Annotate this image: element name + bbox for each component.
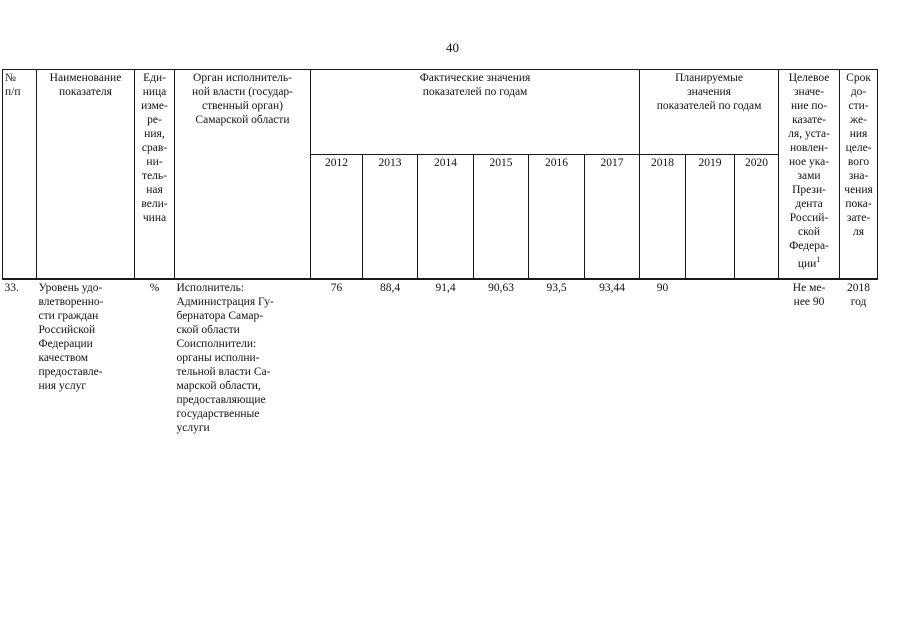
header-row-1 bbox=[3, 70, 878, 155]
value-2020 bbox=[735, 279, 779, 436]
header-organ: Орган исполнитель- ной власти (государ- ственный орган) Самарской области bbox=[175, 70, 311, 280]
header-name: Наименование показателя bbox=[37, 70, 135, 280]
header-unit: Еди- ница изме- ре- ния, срав- ни- тель- ная вели- чина bbox=[135, 70, 175, 280]
row-name: Уровень удо- влетворенно- сти граждан Российской Федерации качеством предоставле- ния услуг bbox=[37, 279, 135, 436]
value-2017: 93,44 bbox=[585, 279, 640, 436]
header-target-text: Целевое значе- ние по- казате- ля, уста- новлен- ное ука- зами Прези- дента Россий- ской Федера- ции bbox=[788, 72, 830, 270]
row-deadline: 2018 год bbox=[840, 279, 878, 436]
header-year-2013: 2013 bbox=[363, 155, 418, 280]
header-year-2015: 2015 bbox=[474, 155, 529, 280]
header-year-2020: 2020 bbox=[735, 155, 779, 280]
header-year-2016: 2016 bbox=[529, 155, 585, 280]
value-2014: 91,4 bbox=[418, 279, 474, 436]
value-2019 bbox=[686, 279, 735, 436]
value-2015: 90,63 bbox=[474, 279, 529, 436]
header-target-footnote: 1 bbox=[816, 255, 821, 264]
page-number: 40 bbox=[446, 40, 459, 55]
value-2013: 88,4 bbox=[363, 279, 418, 436]
header-deadline: Срок до- сти- же- ния целе- вого зна- чения пока- зате- ля bbox=[840, 70, 878, 280]
value-2016: 93,5 bbox=[529, 279, 585, 436]
row-organ: Исполнитель: Администрация Гу- бернатора Самар- ской области Соисполнители: органы исполни- тельной власти Са- марской области, предоставляющие государственные услуги bbox=[175, 279, 311, 436]
row-num: 33. bbox=[3, 279, 37, 436]
header-year-2014: 2014 bbox=[418, 155, 474, 280]
row-target: Не ме- нее 90 bbox=[779, 279, 840, 436]
header-fact-values: Фактические значения показателей по годам bbox=[311, 70, 640, 155]
value-2018: 90 bbox=[640, 279, 686, 436]
row-unit: % bbox=[135, 279, 175, 436]
header-target bbox=[779, 70, 840, 280]
table-row bbox=[3, 279, 878, 436]
header-year-2012: 2012 bbox=[311, 155, 363, 280]
header-year-2019: 2019 bbox=[686, 155, 735, 280]
value-2012: 76 bbox=[311, 279, 363, 436]
indicators-table bbox=[2, 69, 878, 436]
header-plan-values: Планируемые значения показателей по годам bbox=[640, 70, 779, 155]
header-num: № п/п bbox=[3, 70, 37, 280]
header-year-2017: 2017 bbox=[585, 155, 640, 280]
header-year-2018: 2018 bbox=[640, 155, 686, 280]
